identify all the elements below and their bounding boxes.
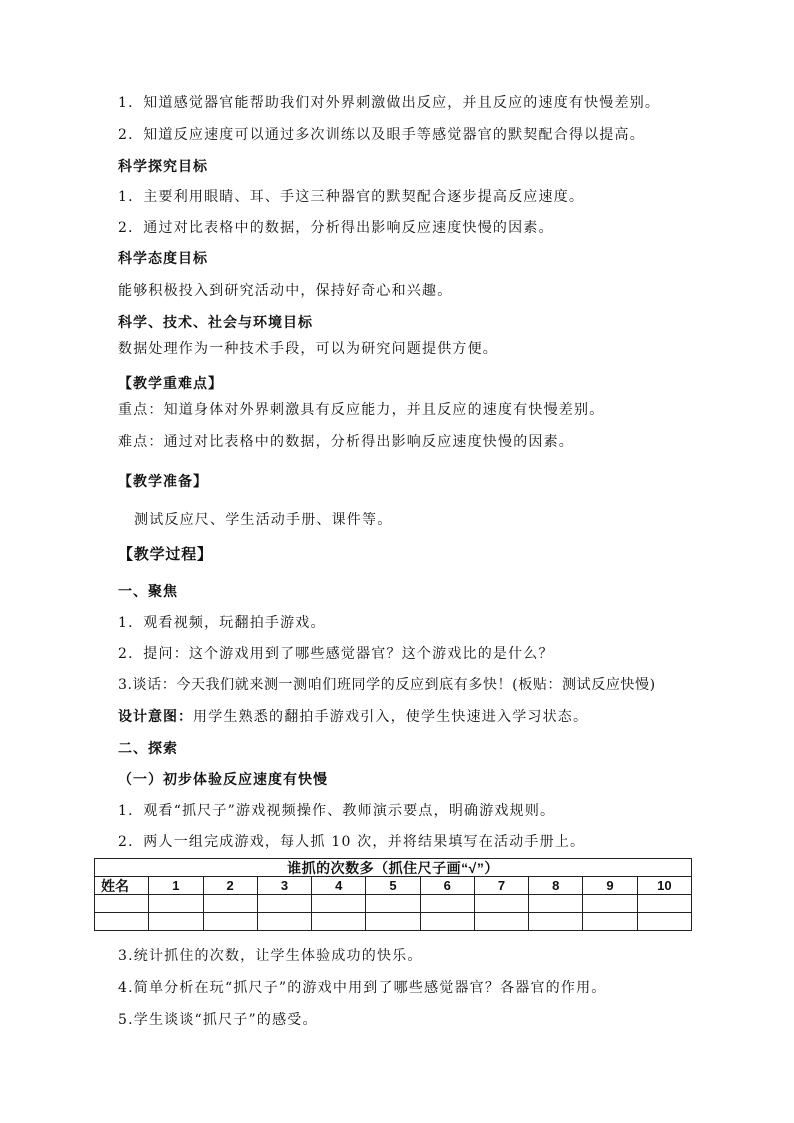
inquiry-item-1: 1．主要利用眼睛、耳、手这三种器官的默契配合逐步提高反应速度。 bbox=[118, 189, 585, 205]
focus-heading: 一、聚焦 bbox=[118, 584, 178, 600]
table-cell bbox=[149, 895, 203, 913]
attitude-text: 能够积极投入到研究活动中，保持好奇心和兴趣。 bbox=[118, 283, 453, 299]
table-header-row bbox=[95, 877, 692, 895]
focus-item-3: 3.谈话：今天我们就来测一测咱们班同学的反应到底有多快！(板贴：测试反应快慢) bbox=[118, 677, 656, 693]
preparation-heading: 【教学准备】 bbox=[118, 474, 208, 490]
design-intent-label: 设计意图： bbox=[118, 709, 193, 725]
column-header: 3 bbox=[257, 877, 311, 895]
table-row bbox=[95, 913, 692, 931]
table-row bbox=[95, 895, 692, 913]
table-cell bbox=[95, 895, 149, 913]
design-intent-text: 用学生熟悉的翻拍手游戏引入，使学生快速进入学习状态。 bbox=[193, 709, 589, 725]
table-cell bbox=[474, 913, 528, 931]
table-cell bbox=[637, 895, 691, 913]
keypoints-difficulty: 难点：通过对比表格中的数据，分析得出影响反应速度快慢的因素。 bbox=[118, 434, 574, 450]
focus-item-1: 1．观看视频，玩翻拍手游戏。 bbox=[118, 615, 326, 631]
design-intent bbox=[118, 708, 588, 726]
table-cell bbox=[474, 895, 528, 913]
table-cell bbox=[95, 913, 149, 931]
column-header: 6 bbox=[420, 877, 474, 895]
explore-item-5: 5.学生谈谈“抓尺子”的感受。 bbox=[118, 1012, 318, 1028]
table-cell bbox=[257, 913, 311, 931]
table-cell bbox=[366, 895, 420, 913]
column-header: 1 bbox=[149, 877, 203, 895]
column-header: 4 bbox=[312, 877, 366, 895]
sts-heading: 科学、技术、社会与环境目标 bbox=[118, 315, 313, 331]
column-header: 5 bbox=[366, 877, 420, 895]
table-cell bbox=[312, 913, 366, 931]
table-cell bbox=[366, 913, 420, 931]
table-cell bbox=[149, 913, 203, 931]
focus-item-2: 2．提问：这个游戏用到了哪些感觉器官？这个游戏比的是什么？ bbox=[118, 646, 554, 662]
explore-item-3: 3.统计抓住的次数，让学生体验成功的快乐。 bbox=[118, 948, 423, 964]
inquiry-item-2: 2．通过对比表格中的数据，分析得出影响反应速度快慢的因素。 bbox=[118, 220, 554, 236]
column-header: 8 bbox=[529, 877, 583, 895]
explore-heading: 二、探索 bbox=[118, 741, 178, 757]
keypoints-heading: 【教学重难点】 bbox=[118, 376, 223, 392]
objective-2: 2．知道反应速度可以通过多次训练以及眼手等感觉器官的默契配合得以提高。 bbox=[118, 127, 645, 143]
attitude-heading: 科学态度目标 bbox=[118, 251, 208, 267]
table-cell bbox=[529, 913, 583, 931]
table-caption: 谁抓的次数多（抓住尺子画“√”） bbox=[95, 859, 692, 877]
table-cell bbox=[203, 913, 257, 931]
column-header: 9 bbox=[583, 877, 637, 895]
explore-item-2: 2．两人一组完成游戏，每人抓 10 次，并将结果填写在活动手册上。 bbox=[118, 834, 586, 850]
table-cell bbox=[583, 895, 637, 913]
column-header: 10 bbox=[637, 877, 691, 895]
objective-1: 1．知道感觉器官能帮助我们对外界刺激做出反应，并且反应的速度有快慢差别。 bbox=[118, 95, 661, 111]
table-cell bbox=[420, 913, 474, 931]
explore-item-1: 1．观看“抓尺子”游戏视频操作、教师演示要点，明确游戏规则。 bbox=[118, 803, 556, 819]
explore-item-4: 4.简单分析在玩“抓尺子”的游戏中用到了哪些感觉器官？各器官的作用。 bbox=[118, 980, 607, 996]
table-caption-row bbox=[95, 859, 692, 877]
catch-count-table bbox=[94, 858, 692, 931]
name-header: 姓名 bbox=[95, 877, 149, 895]
table-cell bbox=[529, 895, 583, 913]
table-cell bbox=[583, 913, 637, 931]
table-cell bbox=[203, 895, 257, 913]
table-cell bbox=[312, 895, 366, 913]
sts-text: 数据处理作为一种技术手段，可以为研究问题提供方便。 bbox=[118, 341, 498, 357]
table-cell bbox=[637, 913, 691, 931]
inquiry-heading: 科学探究目标 bbox=[118, 159, 208, 175]
column-header: 2 bbox=[203, 877, 257, 895]
table-cell bbox=[420, 895, 474, 913]
keypoints-focus: 重点：知道身体对外界刺激具有反应能力，并且反应的速度有快慢差别。 bbox=[118, 402, 605, 418]
column-header: 7 bbox=[474, 877, 528, 895]
explore-subheading: （一）初步体验反应速度有快慢 bbox=[118, 772, 328, 788]
process-heading: 【教学过程】 bbox=[118, 545, 213, 563]
preparation-text: 测试反应尺、学生活动手册、课件等。 bbox=[134, 512, 393, 528]
table-cell bbox=[257, 895, 311, 913]
